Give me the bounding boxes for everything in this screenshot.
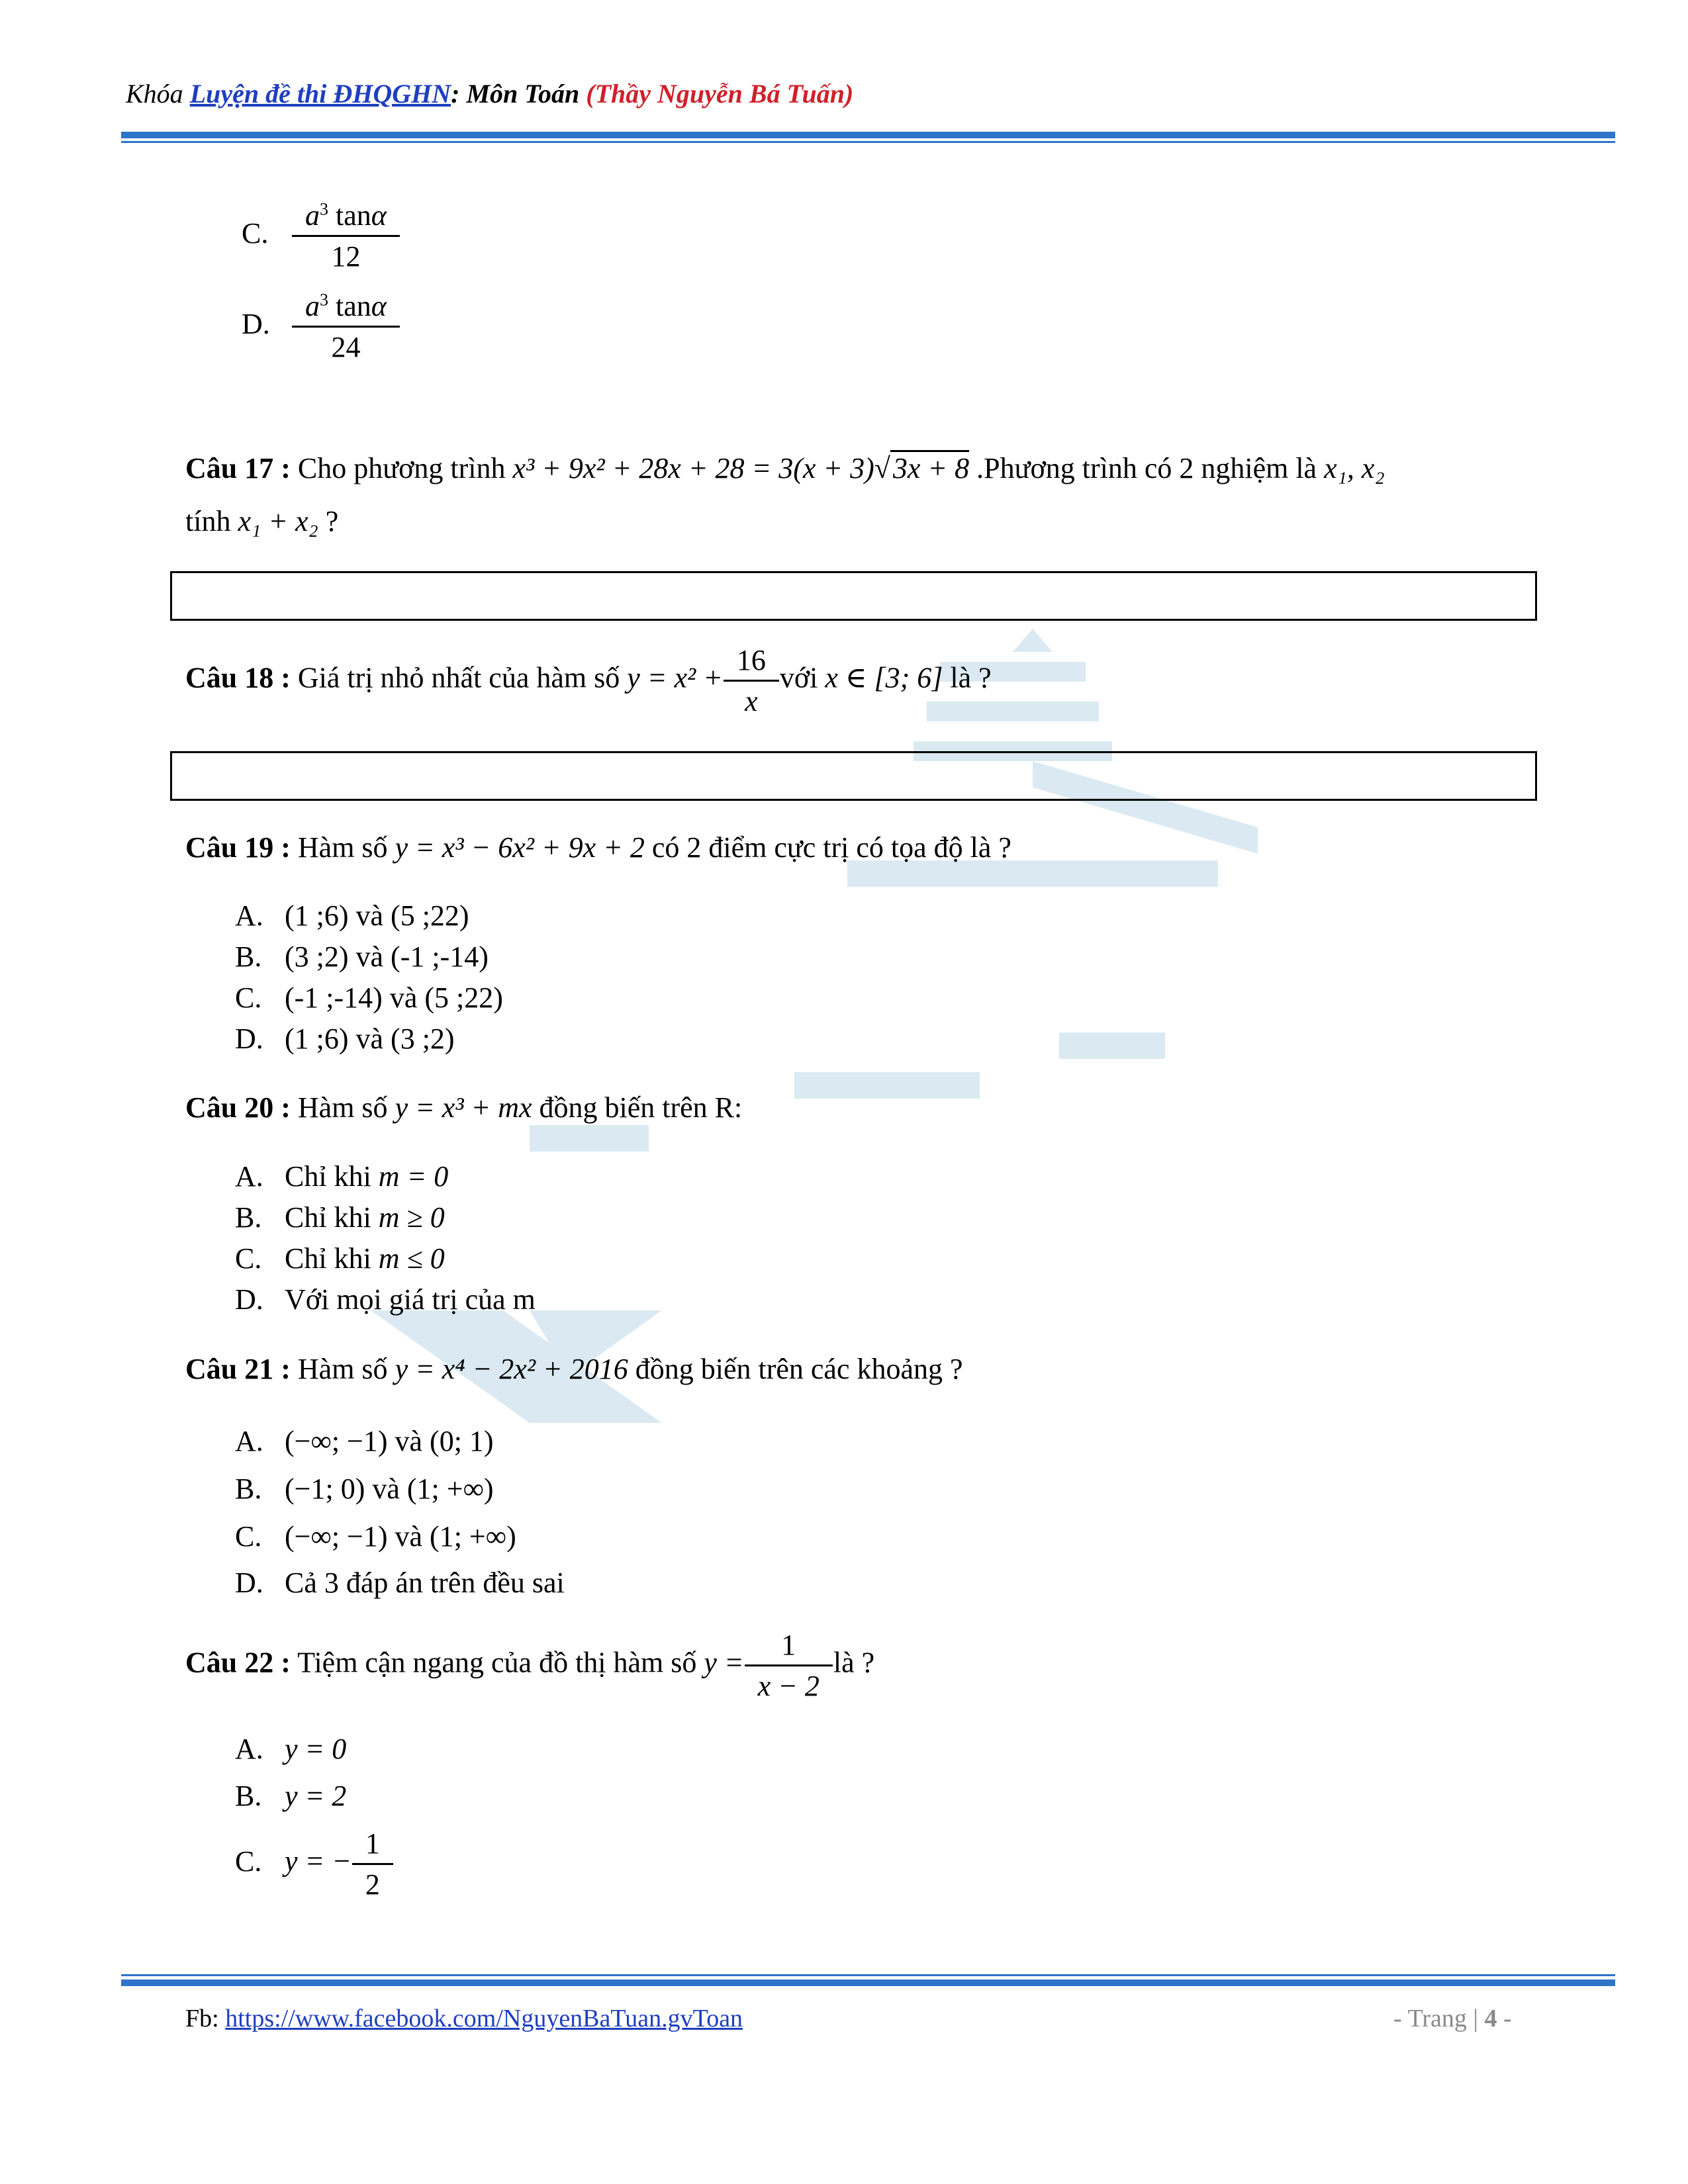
fb-label: Fb: (185, 2005, 226, 2032)
page-number: - Trang | 4 - (1393, 2005, 1512, 2032)
q20-option-b[interactable]: B. Chỉ khi m ≥ 0 (235, 1201, 445, 1234)
watermark-bar-5 (1059, 1032, 1165, 1059)
q21-option-a[interactable]: A. (−∞; −1) và (0; 1) (235, 1425, 494, 1457)
watermark-shape-1 (1013, 629, 1053, 652)
question-label: Câu 17 : (185, 452, 291, 484)
q19-option-a[interactable]: A. (1 ;6) và (5 ;22) (235, 899, 469, 932)
q20-option-d[interactable]: D. Với mọi giá trị của m (235, 1283, 536, 1316)
footer-rule-thin (121, 1974, 1615, 1976)
header-rule-thick (121, 132, 1615, 138)
option-fraction: $\frac{1}{2}$ (359, 1827, 387, 1901)
answer-box-17[interactable] (170, 571, 1537, 621)
prev-option-c[interactable] (242, 199, 393, 273)
footer-rule-thick (121, 1979, 1615, 1986)
question-21: Câu 21 : Hàm số y = x⁴ − 2x² + 2016 đồng biến trên các khoảng ? (185, 1353, 963, 1385)
option-label: D. (242, 307, 270, 340)
question-18: Câu 18 : Giá trị nhỏ nhất của hàm số y = x² + $\frac{16}{x}$ với x ∈ [3; 6] là ? (185, 644, 992, 717)
q21-option-c[interactable]: C. (−∞; −1) và (1; +∞) (235, 1520, 516, 1553)
watermark-bar-7 (530, 1125, 649, 1152)
equation: x³ + 9x² + 28x + 28 = 3(x + 3) (512, 452, 874, 484)
question-label: Câu 21 : (185, 1353, 291, 1385)
course-link[interactable]: Luyện đề thi ĐHQGHN (189, 79, 451, 109)
prev-option-d[interactable] (242, 289, 393, 364)
option-label: C. (242, 216, 269, 250)
facebook-link[interactable]: https://www.facebook.com/NguyenBaTuan.gvToan (225, 2005, 743, 2032)
q19-option-b[interactable]: B. (3 ;2) và (-1 ;-14) (235, 940, 489, 973)
option-fraction: $\frac{a^3 \tan\alpha}{24}$ (299, 289, 393, 364)
header-rule-thin (121, 141, 1615, 143)
q21-option-b[interactable]: B. (−1; 0) và (1; +∞) (235, 1473, 494, 1505)
q20-option-a[interactable]: A. Chỉ khi m = 0 (235, 1160, 449, 1193)
sqrt-sign: √ (874, 452, 890, 484)
question-17: Câu 17 : Cho phương trình x³ + 9x² + 28x + 28 = 3(x + 3)√3x + 8 .Phương trình có 2 nghiệm là x₁, x₂ (185, 451, 1385, 485)
answer-box-18[interactable] (170, 751, 1537, 801)
question-label: Câu 20 : (185, 1091, 291, 1124)
page-header (126, 78, 853, 109)
header-teacher: (Thầy Nguyễn Bá Tuấn) (586, 79, 854, 109)
question-label: Câu 18 : (185, 661, 291, 694)
header-lead: Khóa (126, 79, 190, 109)
question-19: Câu 19 : Hàm số y = x³ − 6x² + 9x + 2 có 2 điểm cực trị có tọa độ là ? (185, 831, 1011, 864)
question-22: Câu 22 : Tiệm cận ngang của đồ thị hàm số y = $\frac{1}{x - 2}$ là ? (185, 1629, 875, 1702)
header-subject: : Môn Toán (451, 79, 586, 109)
option-fraction: $\frac{a^3 \tan\alpha}{12}$ (299, 199, 393, 273)
q22-option-c[interactable]: C. y = − $\frac{1}{2}$ (235, 1827, 387, 1901)
function-fraction: $\frac{1}{x - 2}$ (751, 1628, 826, 1703)
watermark-bar-4 (847, 860, 1218, 887)
watermark-bar-6 (794, 1072, 980, 1099)
q21-option-d[interactable]: D. Cả 3 đáp án trên đều sai (235, 1567, 565, 1599)
function-fraction: $\frac{16}{x}$ (730, 643, 773, 718)
q22-option-a[interactable]: A. y = 0 (235, 1733, 347, 1765)
footer-facebook (185, 2004, 743, 2033)
question-17-line2: tính x₁ + x₂ ? (185, 505, 339, 537)
question-20: Câu 20 : Hàm số y = x³ + mx đồng biến trên R: (185, 1091, 743, 1124)
q19-option-c[interactable]: C. (-1 ;-14) và (5 ;22) (235, 981, 503, 1014)
question-label: Câu 22 : (185, 1646, 291, 1679)
q19-option-d[interactable]: D. (1 ;6) và (3 ;2) (235, 1023, 455, 1055)
q20-option-c[interactable]: C. Chỉ khi m ≤ 0 (235, 1242, 445, 1275)
q22-option-b[interactable]: B. y = 2 (235, 1780, 347, 1812)
question-label: Câu 19 : (185, 831, 291, 864)
